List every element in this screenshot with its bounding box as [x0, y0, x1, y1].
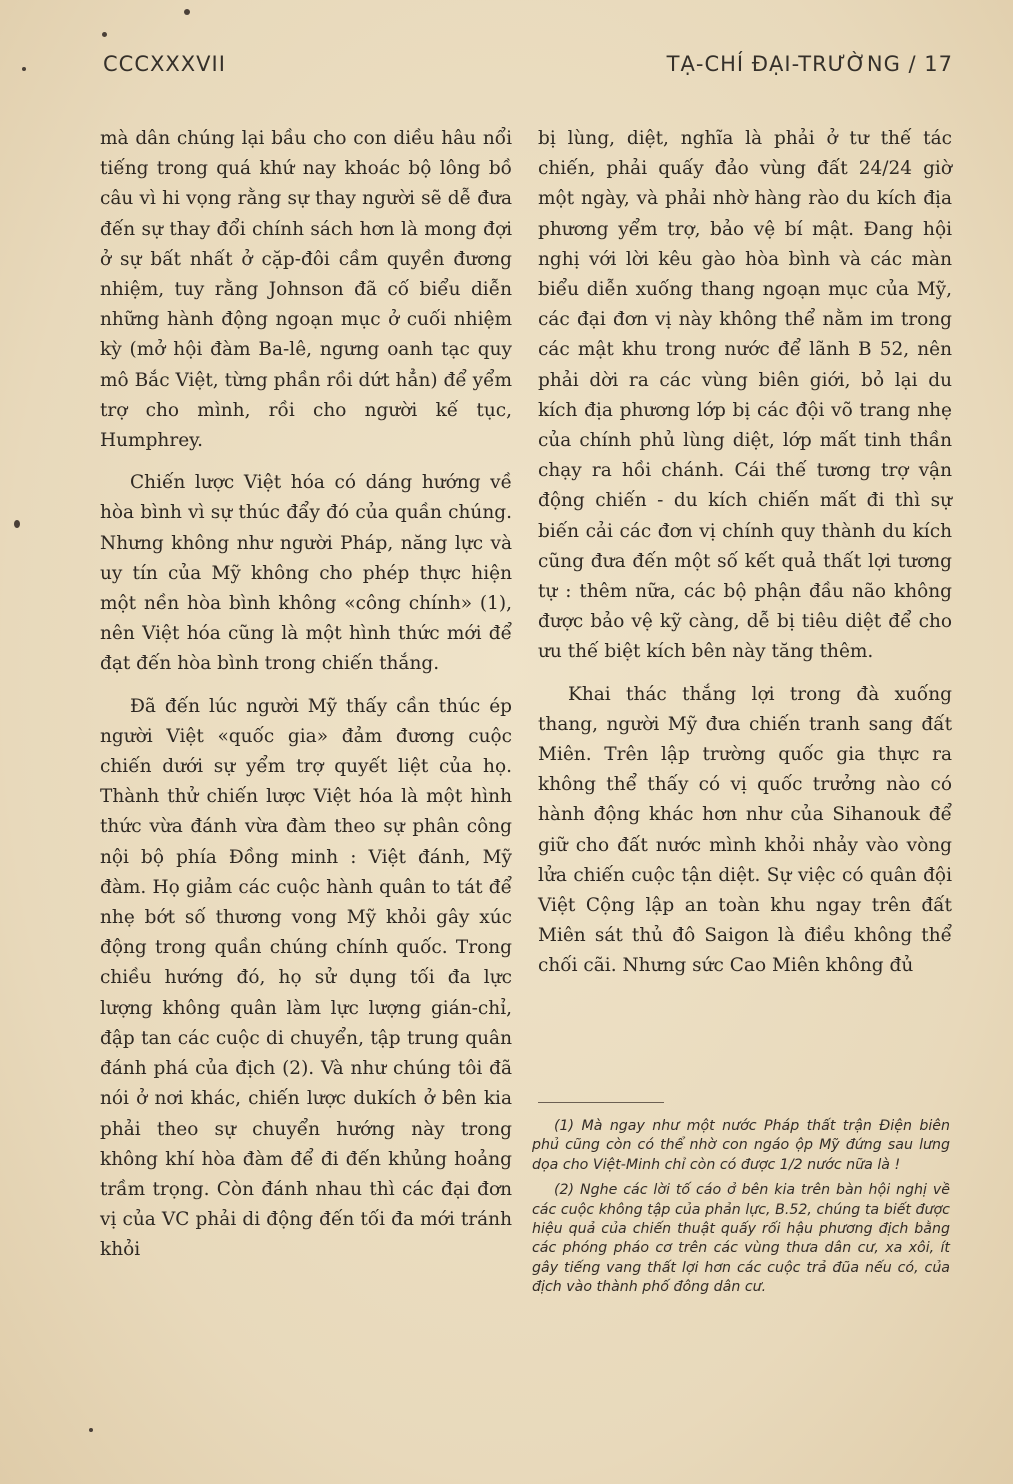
- ink-speck: [102, 32, 107, 37]
- ink-speck: [14, 520, 20, 528]
- left-column: [100, 124, 512, 1278]
- footnote-divider: [538, 1102, 664, 1103]
- paragraph: bị lùng, diệt, nghĩa là phải ở tư thế tác chiến, phải quấy đảo vùng đất 24/24 giờ một ngày, và phải nhờ hàng rào du kích địa phương yểm trợ, bảo vệ bí mật. Đang hội nghị với lời kêu gào hòa bình và các màn biểu diễn xuống thang ngoạn mục của Mỹ, các đại đơn vị này không thể nằm im trong các mật khu trong nước để lãnh B 52, nên phải dời ra các vùng biên giới, bỏ lại du kích địa phương lớp bị các đội võ trang nhẹ của chính phủ lùng diệt, lớp mất tinh thần chạy ra hồi chánh. Cái thế tương trợ vận động chiến - du kích chiến mất đi thì sự biến cải các đơn vị chính quy thành du kích cũng đưa đến một số kết quả thất lợi tương tự : thêm nữa, các bộ phận đầu não không được bảo vệ kỹ càng, dễ bị tiêu diệt để cho ưu thế biệt kích bên này tăng thêm.: [538, 128, 952, 663]
- paragraph: Chiến lược Việt hóa có dáng hướng về hòa bình vì sự thúc đẩy đó của quần chúng. Nhưng không như người Pháp, năng lực và uy tín của Mỹ không cho phép thực hiện một nền hòa bình không «công chính» (1), nên Việt hóa cũng là một hình thức mới để đạt đến hòa bình trong chiến thắng.: [100, 472, 512, 675]
- footnote-2: (2) Nghe các lời tố cáo ở bên kia trên bàn hội nghị về các cuộc không tập của phản lực, B.52, chúng ta biết được hiệu quả của chiến thuật quấy rối hậu phương địch bằng các phóng pháo cơ trên các vùng thưa dân cư, xa xôi, ít gây tiếng vang thất lợi hơn các cuộc trả đũa nếu có, của địch vào thành phố đông dân cư.: [532, 1182, 950, 1296]
- ink-speck: [22, 67, 26, 71]
- running-title: TẠ-CHÍ ĐẠI-TRƯỜNG / 17: [666, 52, 953, 76]
- ink-speck: [184, 9, 190, 15]
- right-column: [538, 124, 952, 994]
- footnotes: [532, 1117, 950, 1304]
- paragraph: mà dân chúng lại bầu cho con diều hâu nổi tiếng trong quá khứ nay khoác bộ lông bồ câu vì hi vọng rằng sự thay người sẽ dễ đưa đến sự thay đổi chính sách hơn là mong đợi ở sự bất nhất ở cặp-đôi cầm quyền đương nhiệm, tuy rằng Johnson đã cố biểu diễn những hành động ngoạn mục ở cuối nhiệm kỳ (mở hội đàm Ba-lê, ngưng oanh tạc quy mô Bắc Việt, từng phần rồi dứt hẳn) để yểm trợ cho mình, rồi cho người kế tục, Humphrey.: [100, 128, 512, 452]
- paragraph: Đã đến lúc người Mỹ thấy cần thúc ép người Việt «quốc gia» đảm đương cuộc chiến dưới sự yểm trợ quyết liệt của họ. Thành thử chiến lược Việt hóa là một hình thức vừa đánh vừa đàm theo sự phân công nội bộ phía Đồng minh : Việt đánh, Mỹ đàm. Họ giảm các cuộc hành quân to tát để nhẹ bớt số thương vong Mỹ khỏi gây xúc động trong quần chúng chính quốc. Trong chiều hướng đó, họ sử dụng tối đa lực lượng không quân làm lực lượng gián-chỉ, đập tan các cuộc di chuyển, tập trung quân đánh phá của địch (2). Và như chúng tôi đã nói ở nơi khác, chiến lược dukích ở bên kia phải theo sự chuyển hướng này trong không khí hòa đàm để đi đến khủng hoảng trầm trọng. Còn đánh nhau thì các đại đơn vị của VC phải di động đến tối đa mới tránh khỏi: [100, 695, 512, 1261]
- issue-number: CCCXXXVII: [103, 52, 226, 76]
- page-header: [103, 52, 953, 86]
- paragraph: Khai thác thắng lợi trong đà xuống thang, người Mỹ đưa chiến tranh sang đất Miên. Trên lập trường quốc gia thực ra không thể thấy có vị quốc trưởng nào có hành động khác hơn như của Sihanouk để giữ cho đất nước mình khỏi nhảy vào vòng lửa chiến cuộc tận diệt. Sự việc có quân đội Việt Cộng lập an toàn khu ngay trên đất Miên sát thủ đô Saigon là điều không thể chối cãi. Nhưng sức Cao Miên không đủ: [538, 683, 952, 977]
- footnote-1: (1) Mà ngay như một nước Pháp thất trận Điện biên phủ cũng còn có thể nhờ con ngáo ộp Mỹ đứng sau lưng dọa cho Việt-Minh chỉ còn có được 1/2 nước nữa là !: [532, 1118, 950, 1173]
- ink-speck: [89, 1428, 93, 1432]
